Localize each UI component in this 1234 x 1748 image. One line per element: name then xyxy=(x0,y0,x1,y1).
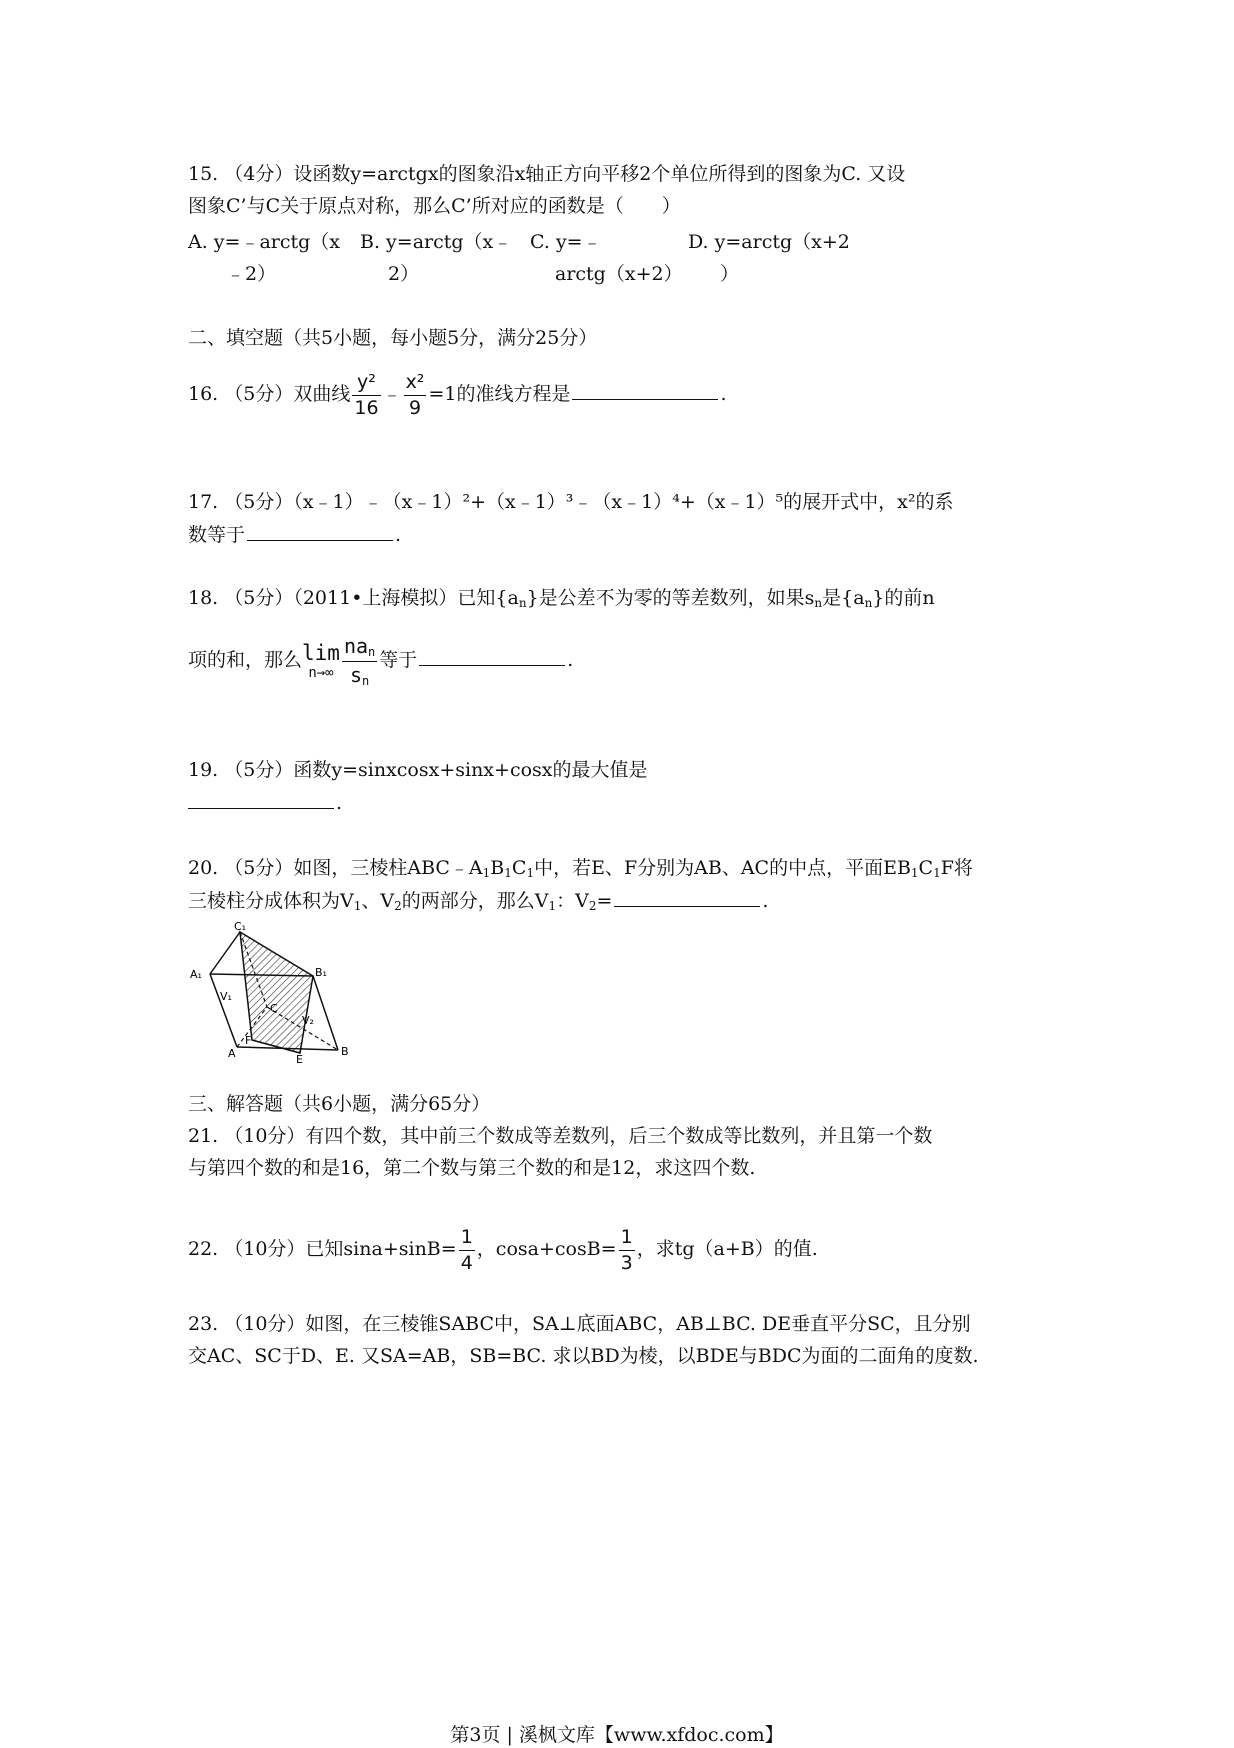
q18-answer-blank xyxy=(419,643,565,666)
q15-option-c-line1: C. y=﹣ xyxy=(530,231,602,253)
edge-b1-b xyxy=(313,976,338,1050)
prism-figure xyxy=(190,920,360,1065)
q15-option-b-line2: 2） xyxy=(388,263,420,285)
section-2-heading: 二、填空题（共5小题，每小题5分，满分25分） xyxy=(188,327,598,349)
q17-line1: 17. （5分）（x﹣1）﹣（x﹣1）²+（x﹣1）³﹣（x﹣1）⁴+（x﹣1）⁵的展开式中，x²的系 xyxy=(188,491,954,513)
q19-line1: 19. （5分）函数y=sinxcosx+sinx+cosx的最大值是 xyxy=(188,759,648,781)
q20-t2: B xyxy=(490,857,505,879)
q18-text-4: }的前n xyxy=(872,587,935,609)
q16-equals: =1 xyxy=(428,383,457,405)
q20-l2-t5: = xyxy=(596,890,613,912)
q22-middle: ，cosa+cosB= xyxy=(476,1238,617,1260)
q20-t3: C xyxy=(511,857,527,879)
q16-answer-blank xyxy=(572,377,718,400)
q16-suffix: 的准线方程是 xyxy=(456,383,571,405)
q18-end: . xyxy=(567,649,574,671)
q16-fraction-x-numerator: x² xyxy=(405,370,425,393)
q18-sub-1: n xyxy=(518,596,527,610)
q20-l2-t1: 三棱柱分成体积为V xyxy=(188,890,354,912)
q22-fraction-quarter-denominator: 4 xyxy=(460,1251,473,1274)
label-c: C xyxy=(270,1002,278,1015)
q16-prefix: 16. （5分）双曲线 xyxy=(188,383,351,405)
q18-limit-subscript: n→∞ xyxy=(308,664,334,681)
q18-fraction-denominator-text: s xyxy=(349,662,363,687)
q16-fraction-y-denominator: 16 xyxy=(354,396,379,419)
edge-c1-a1 xyxy=(210,932,240,974)
q22-fraction-third-denominator: 3 xyxy=(620,1251,633,1274)
q21-line2: 与第四个数的和是16，第二个数与第三个数的和是12，求这四个数. xyxy=(188,1157,756,1179)
section-3-heading: 三、解答题（共6小题，满分65分） xyxy=(188,1093,491,1115)
q18-sub-3: n xyxy=(864,596,873,610)
q20-l2-t2: 、V xyxy=(361,890,395,912)
q16 xyxy=(188,364,1058,424)
q22 xyxy=(188,1222,1058,1276)
label-e: E xyxy=(296,1053,303,1065)
q22-fraction-third xyxy=(619,1225,635,1274)
q22-fraction-third-numerator: 1 xyxy=(620,1225,633,1248)
q16-fraction-y xyxy=(352,370,380,419)
q20-t1: 20. （5分）如图，三棱柱ABC﹣A xyxy=(188,857,483,879)
q17-end: . xyxy=(395,524,402,546)
q18-fraction-numerator-sub: n xyxy=(368,644,376,659)
q16-fraction-y-numerator: y² xyxy=(357,370,376,393)
q18-fraction-denominator xyxy=(348,662,371,687)
q18-sub-2: n xyxy=(814,596,823,610)
q15-option-c-line2: arctg（x+2） xyxy=(555,263,683,285)
label-a: A xyxy=(228,1047,236,1060)
q20-s5: 1 xyxy=(933,866,941,880)
q16-fraction-x xyxy=(404,370,427,419)
label-v1: V₁ xyxy=(220,990,232,1003)
q18-fraction xyxy=(342,633,377,688)
q15-option-a-line2: ﹣2） xyxy=(226,263,277,285)
q20-l2-s2: 2 xyxy=(394,899,402,913)
q20-end: . xyxy=(762,890,769,912)
q20-l2-s4: 2 xyxy=(588,899,597,913)
q20-l2-s3: 1 xyxy=(548,899,557,913)
q20-line2 xyxy=(188,884,1058,923)
q22-suffix: ，求tg（a+B）的值. xyxy=(636,1238,818,1260)
q18-line2-suffix: 等于 xyxy=(379,649,418,671)
q22-fraction-quarter xyxy=(459,1225,475,1274)
q19-answer-blank xyxy=(188,786,334,809)
q15-option-d-line2: ） xyxy=(720,263,740,285)
q18-limit xyxy=(302,640,340,681)
q20-l2-t3: 的两部分，那么V xyxy=(401,890,549,912)
q15-option-a-line1: A. y=﹣arctg（x xyxy=(188,231,341,253)
q19-end: . xyxy=(336,792,343,814)
q18-line2 xyxy=(188,628,1058,692)
q20-l2-s1: 1 xyxy=(353,899,362,913)
page-footer: 第3页 | 溪枫文库【www.xfdoc.com】 xyxy=(450,1724,784,1746)
q22-prefix: 22. （10分）已知sina+sinB= xyxy=(188,1238,457,1260)
q18-text-3: 是{a xyxy=(822,587,865,609)
q15-line1: 15. （4分）设函数y=arctgx的图象沿x轴正方向平移2个单位所得到的图象为C. 又设 xyxy=(188,163,906,185)
q16-minus: ﹣ xyxy=(382,383,402,405)
q20-s2: 1 xyxy=(504,866,512,880)
label-f: F xyxy=(245,1034,252,1047)
q17-answer-blank xyxy=(247,518,393,541)
q19-line2 xyxy=(188,786,1058,820)
q18-text-1: 18. （5分）（2011•上海模拟）已知{a xyxy=(188,587,519,609)
q23-line1: 23. （10分）如图，在三棱锥SABC中，SA⊥底面ABC，AB⊥BC. DE垂直平分SC，且分别 xyxy=(188,1313,971,1335)
q22-fraction-quarter-numerator: 1 xyxy=(460,1225,473,1248)
q23-line2: 交AC、SC于D、E. 又SA=AB，SB=BC. 求以BD为棱，以BDE与BDC为面的二面角的度数. xyxy=(188,1345,979,1367)
edge-a1-a xyxy=(210,974,237,1047)
q20-s4: 1 xyxy=(910,866,919,880)
q15-option-d-line1: D. y=arctg（x+2 xyxy=(688,231,850,253)
label-b: B xyxy=(341,1045,349,1058)
q20-t4: 中，若E、F分别为AB、AC的中点，平面EB xyxy=(534,857,911,879)
q18-line1 xyxy=(188,582,1058,620)
q20-l2-t4: ：V xyxy=(556,890,589,912)
q20-answer-blank xyxy=(614,884,760,907)
q18-text-2: }是公差不为零的等差数列，如果s xyxy=(526,587,815,609)
q15-line2: 图象C’与C关于原点对称，那么C’所对应的函数是（ ） xyxy=(188,195,681,217)
q15-option-b-line1: B. y=arctg（x﹣ xyxy=(360,231,513,253)
q18-fraction-denominator-sub: n xyxy=(362,673,370,688)
q18-fraction-numerator-text: na xyxy=(343,633,369,658)
q20-t6: F将 xyxy=(940,857,973,879)
q18-fraction-numerator xyxy=(342,633,377,661)
q20-s3: 1 xyxy=(526,866,535,880)
label-b1: B₁ xyxy=(315,966,327,979)
label-a1: A₁ xyxy=(190,968,202,981)
q16-end: . xyxy=(720,383,727,405)
q21-line1: 21. （10分）有四个数，其中前三个数成等差数列，后三个数成等比数列，并且第一个数 xyxy=(188,1125,933,1147)
q20-t5: C xyxy=(918,857,934,879)
label-c1: C₁ xyxy=(234,920,247,933)
q20-s1: 1 xyxy=(482,866,491,880)
q18-line2-prefix: 项的和，那么 xyxy=(188,649,303,671)
q16-fraction-x-denominator: 9 xyxy=(408,396,422,419)
q17-line2 xyxy=(188,518,1058,552)
q17-line2-text: 数等于 xyxy=(188,524,246,546)
label-v2: V₂ xyxy=(302,1014,314,1027)
q18-limit-lim: lim xyxy=(302,640,340,665)
